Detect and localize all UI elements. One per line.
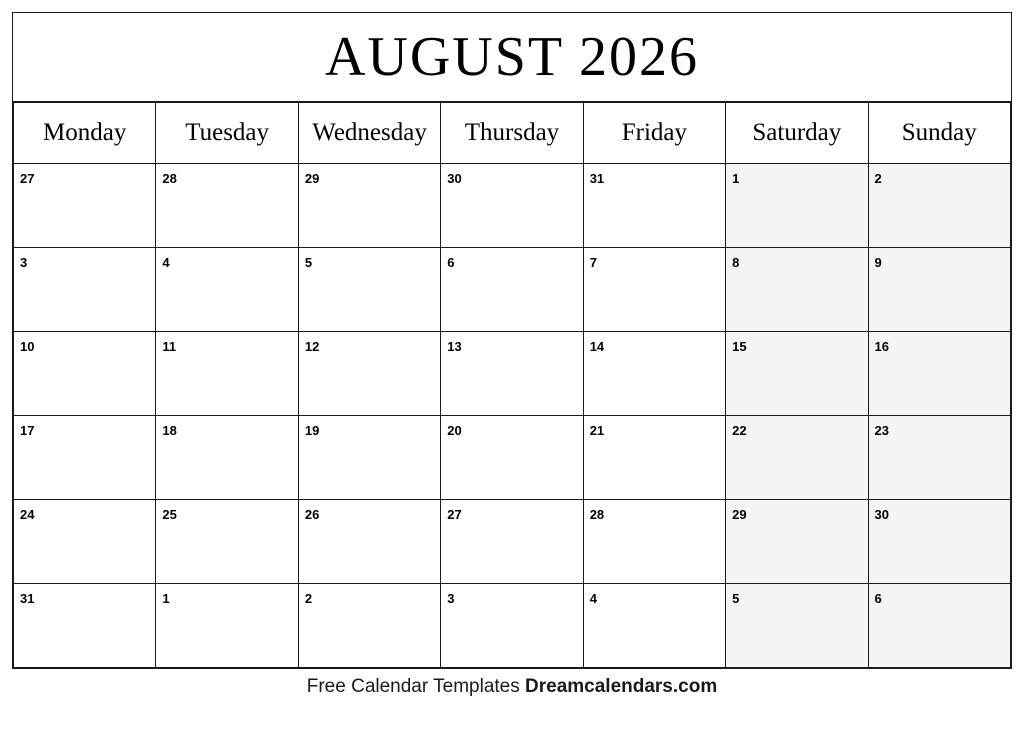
day-cell-weekend[interactable]	[726, 500, 868, 584]
day-number: 14	[589, 339, 605, 354]
day-cell[interactable]	[441, 332, 583, 416]
day-cell[interactable]	[441, 248, 583, 332]
day-number: 23	[874, 423, 889, 438]
day-cell[interactable]	[14, 416, 156, 500]
weekday-header-friday: Friday	[583, 103, 725, 164]
calendar-week-row	[14, 248, 1011, 332]
day-cell[interactable]	[156, 584, 298, 668]
day-number: 1	[162, 591, 170, 606]
day-number: 26	[304, 507, 320, 522]
day-cell-weekend[interactable]	[868, 416, 1010, 500]
calendar-week-row	[14, 416, 1011, 500]
day-cell-weekend[interactable]	[726, 584, 868, 668]
day-number: 1	[732, 171, 740, 186]
day-number: 24	[20, 507, 35, 522]
weekday-header-tuesday: Tuesday	[156, 103, 298, 164]
day-number: 16	[874, 339, 889, 354]
day-number: 3	[447, 591, 455, 606]
day-cell[interactable]	[441, 416, 583, 500]
day-number: 29	[304, 171, 320, 186]
day-number: 4	[162, 255, 170, 270]
day-number: 11	[162, 339, 177, 354]
day-number: 20	[447, 423, 462, 438]
weekday-header-monday: Monday	[14, 103, 156, 164]
day-number: 9	[874, 255, 882, 270]
calendar-week-row	[14, 584, 1011, 668]
day-cell[interactable]	[583, 416, 725, 500]
day-number: 30	[447, 171, 462, 186]
day-cell-weekend[interactable]	[868, 500, 1010, 584]
day-number: 7	[589, 255, 597, 270]
page-title: AUGUST 2026	[324, 26, 700, 88]
day-cell[interactable]	[441, 584, 583, 668]
day-cell-weekend[interactable]	[726, 164, 868, 248]
day-cell-weekend[interactable]	[868, 332, 1010, 416]
day-cell-weekend[interactable]	[726, 248, 868, 332]
day-cell[interactable]	[156, 416, 298, 500]
footer-text: Free Calendar Templates	[306, 676, 526, 697]
day-cell[interactable]	[14, 164, 156, 248]
day-number: 10	[20, 339, 35, 354]
day-cell[interactable]	[156, 500, 298, 584]
day-number: 6	[874, 591, 882, 606]
calendar-grid	[13, 102, 1011, 668]
weekday-header-wednesday: Wednesday	[298, 103, 440, 164]
day-cell-weekend[interactable]	[868, 584, 1010, 668]
day-number: 18	[162, 423, 177, 438]
day-cell[interactable]	[14, 500, 156, 584]
day-cell[interactable]	[298, 416, 440, 500]
weekday-header-saturday: Saturday	[726, 103, 868, 164]
day-cell[interactable]	[156, 248, 298, 332]
day-number: 3	[20, 255, 28, 270]
calendar-header-row	[14, 103, 1011, 164]
day-cell[interactable]	[583, 332, 725, 416]
weekday-header-thursday: Thursday	[441, 103, 583, 164]
day-cell[interactable]	[14, 248, 156, 332]
day-cell[interactable]	[298, 584, 440, 668]
calendar-week-row	[14, 164, 1011, 248]
day-number: 17	[20, 423, 35, 438]
day-number: 5	[732, 591, 740, 606]
day-number: 29	[732, 507, 747, 522]
day-number: 31	[589, 171, 605, 186]
day-number: 12	[304, 339, 320, 354]
calendar-title-bar	[13, 13, 1011, 102]
day-number: 13	[447, 339, 462, 354]
day-number: 19	[304, 423, 320, 438]
footer-credit	[0, 676, 1024, 698]
day-cell[interactable]	[14, 584, 156, 668]
day-number: 2	[304, 591, 313, 606]
day-cell[interactable]	[583, 500, 725, 584]
day-cell[interactable]	[583, 164, 725, 248]
calendar-container	[12, 12, 1012, 669]
day-number: 6	[447, 255, 455, 270]
calendar-body	[14, 164, 1011, 668]
day-cell[interactable]	[298, 248, 440, 332]
day-number: 28	[589, 507, 605, 522]
day-cell-weekend[interactable]	[726, 416, 868, 500]
day-number: 31	[20, 591, 35, 606]
day-number: 8	[732, 255, 740, 270]
day-number: 30	[874, 507, 889, 522]
day-number: 28	[162, 171, 177, 186]
day-cell[interactable]	[583, 584, 725, 668]
day-cell-weekend[interactable]	[726, 332, 868, 416]
day-number: 2	[874, 171, 882, 186]
day-cell-weekend[interactable]	[868, 248, 1010, 332]
day-number: 5	[304, 255, 313, 270]
day-cell[interactable]	[156, 164, 298, 248]
day-number: 21	[589, 423, 605, 438]
day-number: 4	[589, 591, 597, 606]
calendar-week-row	[14, 500, 1011, 584]
day-cell[interactable]	[583, 248, 725, 332]
day-cell[interactable]	[156, 332, 298, 416]
day-cell[interactable]	[14, 332, 156, 416]
calendar-week-row	[14, 332, 1011, 416]
day-cell[interactable]	[441, 164, 583, 248]
day-number: 15	[732, 339, 747, 354]
weekday-header-sunday: Sunday	[868, 103, 1010, 164]
footer-brand: Dreamcalendars.com	[525, 676, 718, 697]
day-cell[interactable]	[298, 332, 440, 416]
day-number: 22	[732, 423, 747, 438]
day-number: 27	[447, 507, 462, 522]
day-cell[interactable]	[298, 164, 440, 248]
day-number: 27	[20, 171, 35, 186]
day-number: 25	[162, 507, 177, 522]
day-cell[interactable]	[298, 500, 440, 584]
day-cell[interactable]	[441, 500, 583, 584]
day-cell-weekend[interactable]	[868, 164, 1010, 248]
